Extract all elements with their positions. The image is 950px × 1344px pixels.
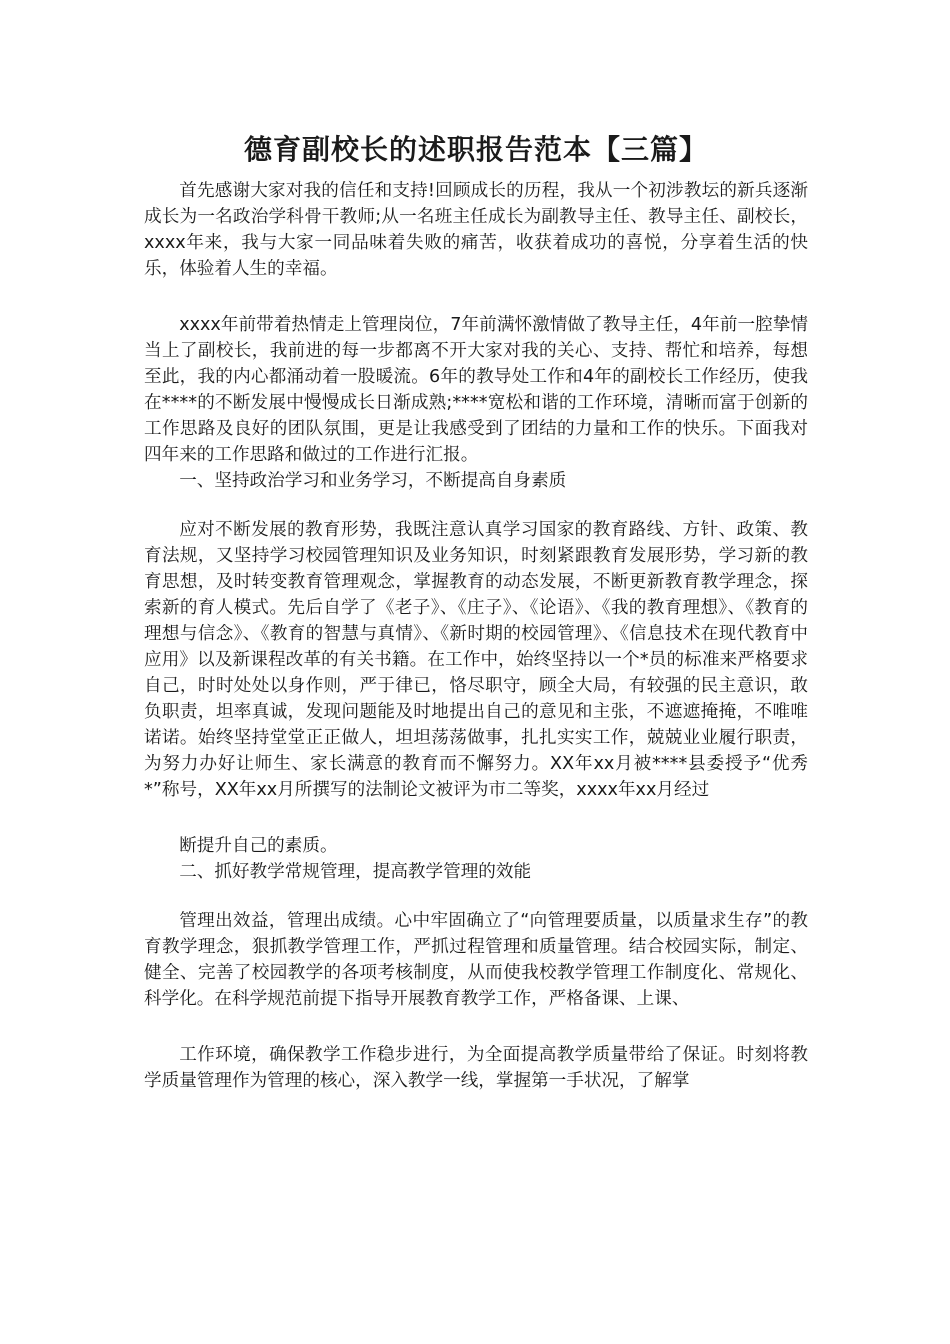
document-page bbox=[144, 128, 808, 1094]
paragraph-career: xxxx年前带着热情走上管理岗位，7年前满怀激情做了教导主任，4年前一腔挚情当上了副校长，我前进的每一步都离不开大家对我的关心、支持、帮忙和培养，每想至此，我的内心都涌动着一股暖流。6年的教导处工作和4年的副校长工作经历，使我在****的不断发展中慢慢成长日渐成熟;****宽松和谐的工作环境，清晰而富于创新的工作思路及良好的团队氛围，更是让我感受到了团结的力量和工作的快乐。下面我对四年来的工作思路和做过的工作进行汇报。 bbox=[144, 315, 808, 465]
section-heading-1: 一、坚持政治学习和业务学习，不断提高自身素质 bbox=[179, 471, 567, 491]
paragraph-quality: 断提升自己的素质。 bbox=[179, 836, 338, 856]
section-heading-2: 二、抓好教学常规管理，提高教学管理的效能 bbox=[179, 862, 532, 882]
paragraph-study: 应对不断发展的教育形势，我既注意认真学习国家的教育路线、方针、政策、教育法规，又坚持学习校园管理知识及业务知识，时刻紧跟教育发展形势，学习新的教育思想，及时转变教育管理观念，掌握教育的动态发展，不断更新教育教学理念，探索新的育人模式。先后自学了《老子》、《庄子》、《论语》、《我的教育理想》、《教育的理想与信念》、《教育的智慧与真情》、《新时期的校园管理》、《信息技术在现代教育中应用》以及新课程改革的有关书籍。在工作中，始终坚持以一个*员的标准来严格要求自己，时时处处以身作则，严于律已，恪尽职守，顾全大局，有较强的民主意识，敢负职责，坦率真诚，发现问题能及时地提出自己的意见和主张，不遮遮掩掩，不唯唯诺诺。始终坚持堂堂正正做人，坦坦荡荡做事，扎扎实实工作，兢兢业业履行职责，为努力办好让师生、家长满意的教育而不懈努力。XX年xx月被****县委授予“优秀*”称号，XX年xx月所撰写的法制论文被评为市二等奖，xxxx年xx月经过 bbox=[144, 520, 808, 800]
paragraph-management: 管理出效益，管理出成绩。心中牢固确立了“向管理要质量，以质量求生存”的教育教学理念，狠抓教学管理工作，严抓过程管理和质量管理。结合校园实际，制定、健全、完善了校园教学的各项考核制度，从而使我校教学管理工作制度化、常规化、科学化。在科学规范前提下指导开展教育教学工作，严格备课、上课、 bbox=[144, 911, 808, 1009]
document-title: 德育副校长的述职报告范本【三篇】 bbox=[243, 133, 708, 166]
paragraph-environment: 工作环境，确保教学工作稳步进行，为全面提高教学质量带给了保证。时刻将教学质量管理作为管理的核心，深入教学一线，掌握第一手状况，了解掌 bbox=[144, 1045, 808, 1091]
paragraph-intro: 首先感谢大家对我的信任和支持!回顾成长的历程，我从一个初涉教坛的新兵逐渐成长为一名政治学科骨干教师;从一名班主任成长为副教导主任、教导主任、副校长，xxxx年来，我与大家一同品味着失败的痛苦，收获着成功的喜悦，分享着生活的快乐，体验着人生的幸福。 bbox=[144, 181, 808, 279]
